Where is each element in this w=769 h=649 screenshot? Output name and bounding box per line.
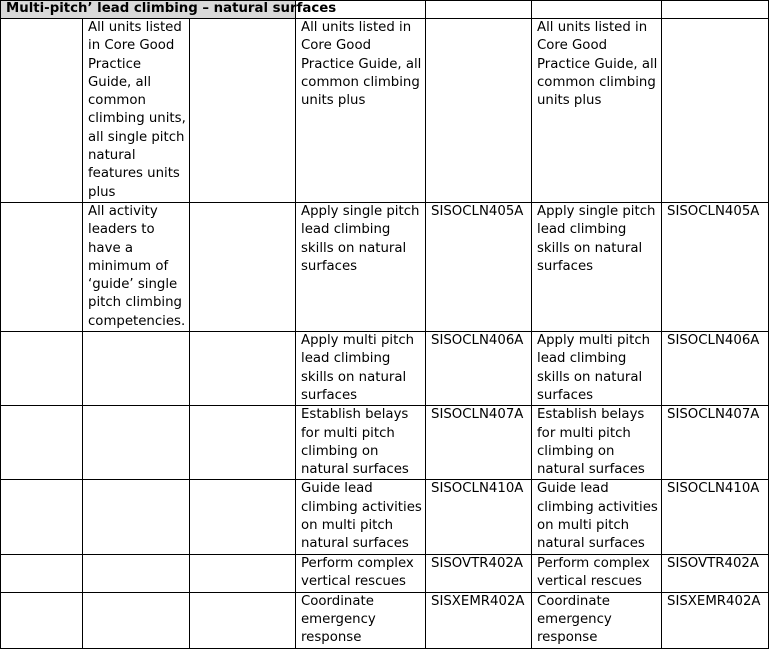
unit-name-cell: Apply single pitch lead climbing skills on natural surfaces <box>532 203 662 332</box>
table-row <box>1 332 769 406</box>
unit-name-cell: All units listed in Core Good Practice Guide, all common climbing units plus <box>532 19 662 203</box>
unit-code-cell: SISOVTR402A <box>662 554 769 592</box>
table-cell <box>190 19 296 203</box>
unit-code-cell: SISOCLN407A <box>426 406 532 480</box>
unit-name-cell: Establish belays for multi pitch climbing on natural surfaces <box>532 406 662 480</box>
table-row <box>1 480 769 554</box>
prerequisite-cell <box>83 554 190 592</box>
unit-code-cell: SISXEMR402A <box>662 592 769 648</box>
unit-name-cell: Apply multi pitch lead climbing skills on natural surfaces <box>296 332 426 406</box>
header-empty-cell <box>426 1 532 19</box>
header-empty-cell <box>532 1 662 19</box>
prerequisite-cell: All activity leaders to have a minimum of ‘guide’ single pitch climbing competencies. <box>83 203 190 332</box>
table-row <box>1 406 769 480</box>
prerequisite-cell <box>83 480 190 554</box>
prerequisite-cell: All units listed in Core Good Practice Guide, all common climbing units, all single pitch natural features units plus <box>83 19 190 203</box>
prerequisite-cell <box>83 406 190 480</box>
header-empty-cell <box>662 1 769 19</box>
unit-code-cell: SISOCLN406A <box>662 332 769 406</box>
table-cell <box>190 592 296 648</box>
unit-name-cell: All units listed in Core Good Practice Guide, all common climbing units plus <box>296 19 426 203</box>
table-cell <box>1 480 83 554</box>
table-cell <box>190 406 296 480</box>
unit-name-cell: Guide lead climbing activities on multi pitch natural surfaces <box>296 480 426 554</box>
table-row <box>1 203 769 332</box>
unit-code-cell: SISOCLN405A <box>662 203 769 332</box>
unit-code-cell: SISOVTR402A <box>426 554 532 592</box>
table-cell <box>1 554 83 592</box>
unit-code-cell: SISOCLN407A <box>662 406 769 480</box>
table-cell <box>1 203 83 332</box>
table-cell <box>1 406 83 480</box>
unit-name-cell: Apply single pitch lead climbing skills on natural surfaces <box>296 203 426 332</box>
section-title: Multi-pitch’ lead climbing – natural surfaces <box>1 1 296 19</box>
table-cell <box>1 19 83 203</box>
unit-code-cell: SISOCLN406A <box>426 332 532 406</box>
prerequisite-cell <box>83 592 190 648</box>
table-cell <box>1 332 83 406</box>
unit-name-cell: Perform complex vertical rescues <box>532 554 662 592</box>
table-cell <box>190 554 296 592</box>
unit-code-cell: SISOCLN410A <box>662 480 769 554</box>
table-cell <box>190 480 296 554</box>
unit-code-cell <box>426 19 532 203</box>
table-row <box>1 19 769 203</box>
unit-name-cell: Establish belays for multi pitch climbing on natural surfaces <box>296 406 426 480</box>
table-cell <box>190 203 296 332</box>
table-cell <box>1 592 83 648</box>
unit-name-cell: Coordinate emergency response <box>296 592 426 648</box>
prerequisite-cell <box>83 332 190 406</box>
unit-code-cell: SISOCLN405A <box>426 203 532 332</box>
unit-code-cell: SISXEMR402A <box>426 592 532 648</box>
unit-code-cell: SISOCLN410A <box>426 480 532 554</box>
table-row <box>1 554 769 592</box>
unit-name-cell: Guide lead climbing activities on multi pitch natural surfaces <box>532 480 662 554</box>
table-row <box>1 592 769 648</box>
title-row <box>1 1 769 19</box>
unit-name-cell: Coordinate emergency response <box>532 592 662 648</box>
unit-name-cell: Perform complex vertical rescues <box>296 554 426 592</box>
unit-code-cell <box>662 19 769 203</box>
table-cell <box>190 332 296 406</box>
unit-name-cell: Apply multi pitch lead climbing skills on natural surfaces <box>532 332 662 406</box>
